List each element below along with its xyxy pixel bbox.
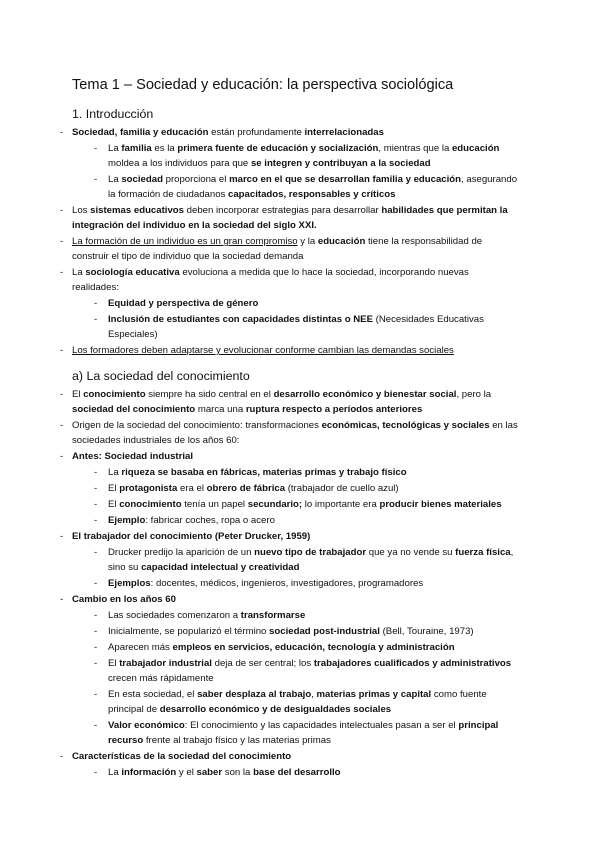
bullet-dash: - xyxy=(94,689,98,700)
list-item: Ejemplos: docentes, médicos, ingenieros, investigadores, programadores xyxy=(108,578,424,589)
list-item: Antes: Sociedad industrial xyxy=(72,451,194,462)
bullet-dash: - xyxy=(94,578,98,589)
bullet-dash: - xyxy=(94,642,98,653)
list-item: El conocimiento tenía un papel secundario; lo importante era producir bienes materiales xyxy=(108,499,502,510)
bullet-dash: - xyxy=(60,127,64,138)
list-item: La información y el saber son la base del desarrollo xyxy=(108,767,341,778)
bullet-dash: - xyxy=(94,483,98,494)
list-item: El trabajador industrial deja de ser central; los trabajadores cualificados y administrativos crecen más rápidamente xyxy=(108,658,512,685)
bullet-dash: - xyxy=(94,314,98,325)
bullet-dash: - xyxy=(94,515,98,526)
bullet-dash: - xyxy=(94,658,98,669)
list-item: En esta sociedad, el saber desplaza al trabajo, materias primas y capital como fuente principal de desarrollo económico y de desigualdades sociales xyxy=(108,689,487,716)
list-item: Los sistemas educativos deben incorporar estrategias para desarrollar habilidades que permitan la integración del individuo en la sociedad del siglo XXI. xyxy=(72,205,508,232)
list-item: El trabajador del conocimiento (Peter Drucker, 1959) xyxy=(72,531,311,542)
list-item: Origen de la sociedad del conocimiento: transformaciones económicas, tecnológicas y sociales en las sociedades industriales de los años 60: xyxy=(72,420,518,447)
list-item: Las sociedades comenzaron a transformarse xyxy=(108,610,306,621)
bullet-dash: - xyxy=(94,499,98,510)
bullet-dash: - xyxy=(60,531,64,542)
list-item: La familia es la primera fuente de educación y socialización, mientras que la educación moldea a los individuos para que se integren y contribuyan a la sociedad xyxy=(108,143,500,170)
list-item: Aparecen más empleos en servicios, educación, tecnología y administración xyxy=(108,642,455,653)
section-heading-introduccion: 1. Introducción xyxy=(72,107,154,121)
bullet-dash: - xyxy=(94,547,98,558)
list-item: Drucker predijo la aparición de un nuevo tipo de trabajador que ya no vende su fuerza física, sino su capacidad intelectual y creatividad xyxy=(108,547,514,574)
bullet-dash: - xyxy=(94,174,98,185)
bullet-dash: - xyxy=(60,420,64,431)
list-item: Inicialmente, se popularizó el término sociedad post-industrial (Bell, Touraine, 1973) xyxy=(108,626,474,637)
bullet-dash: - xyxy=(60,594,64,605)
bullet-dash: - xyxy=(94,298,98,309)
bullet-dash: - xyxy=(60,751,64,762)
bullet-dash: - xyxy=(60,345,64,356)
list-item: La formación de un individuo es un gran compromiso y la educación tiene la responsabilidad de construir el tipo de individuo que la sociedad demanda xyxy=(72,236,483,263)
bullet-dash: - xyxy=(94,720,98,731)
list-item: Ejemplo: fabricar coches, ropa o acero xyxy=(108,515,275,526)
list-item: La sociedad proporciona el marco en el que se desarrollan familia y educación, asegurando la formación de ciudadanos capacitados, responsables y críticos xyxy=(108,174,518,201)
list-item: Equidad y perspectiva de género xyxy=(108,298,259,309)
bullet-dash: - xyxy=(60,236,64,247)
bullet-dash: - xyxy=(60,451,64,462)
list-item: El conocimiento siempre ha sido central en el desarrollo económico y bienestar social, pero la sociedad del conocimiento marca una ruptura respecto a períodos anteriores xyxy=(72,389,492,416)
bullet-dash: - xyxy=(94,467,98,478)
bullet-dash: - xyxy=(94,767,98,778)
list-item: Características de la sociedad del conocimiento xyxy=(72,751,292,762)
section-heading-sociedad-conocimiento: a) La sociedad del conocimiento xyxy=(72,369,250,383)
bullet-dash: - xyxy=(60,205,64,216)
bullet-dash: - xyxy=(60,389,64,400)
page-title: Tema 1 – Sociedad y educación: la perspectiva sociológica xyxy=(72,77,454,93)
bullet-dash: - xyxy=(94,143,98,154)
list-item: Sociedad, familia y educación están profundamente interrelacionadas xyxy=(72,127,384,138)
list-item: Valor económico: El conocimiento y las capacidades intelectuales pasan a ser el principal recurso frente al trabajo físico y las materias primas xyxy=(108,720,499,747)
list-item: El protagonista era el obrero de fábrica (trabajador de cuello azul) xyxy=(108,483,399,494)
list-item: La riqueza se basaba en fábricas, materias primas y trabajo físico xyxy=(108,467,407,478)
bullet-dash: - xyxy=(60,267,64,278)
list-item: Los formadores deben adaptarse y evolucionar conforme cambian las demandas sociales xyxy=(72,345,454,356)
list-item: La sociología educativa evoluciona a medida que lo hace la sociedad, incorporando nuevas realidades: xyxy=(72,267,469,294)
list-item: Cambio en los años 60 xyxy=(72,594,176,605)
bullet-dash: - xyxy=(94,626,98,637)
list-item: Inclusión de estudiantes con capacidades distintas o NEE (Necesidades Educativas Especiales) xyxy=(108,314,484,341)
bullet-dash: - xyxy=(94,610,98,621)
